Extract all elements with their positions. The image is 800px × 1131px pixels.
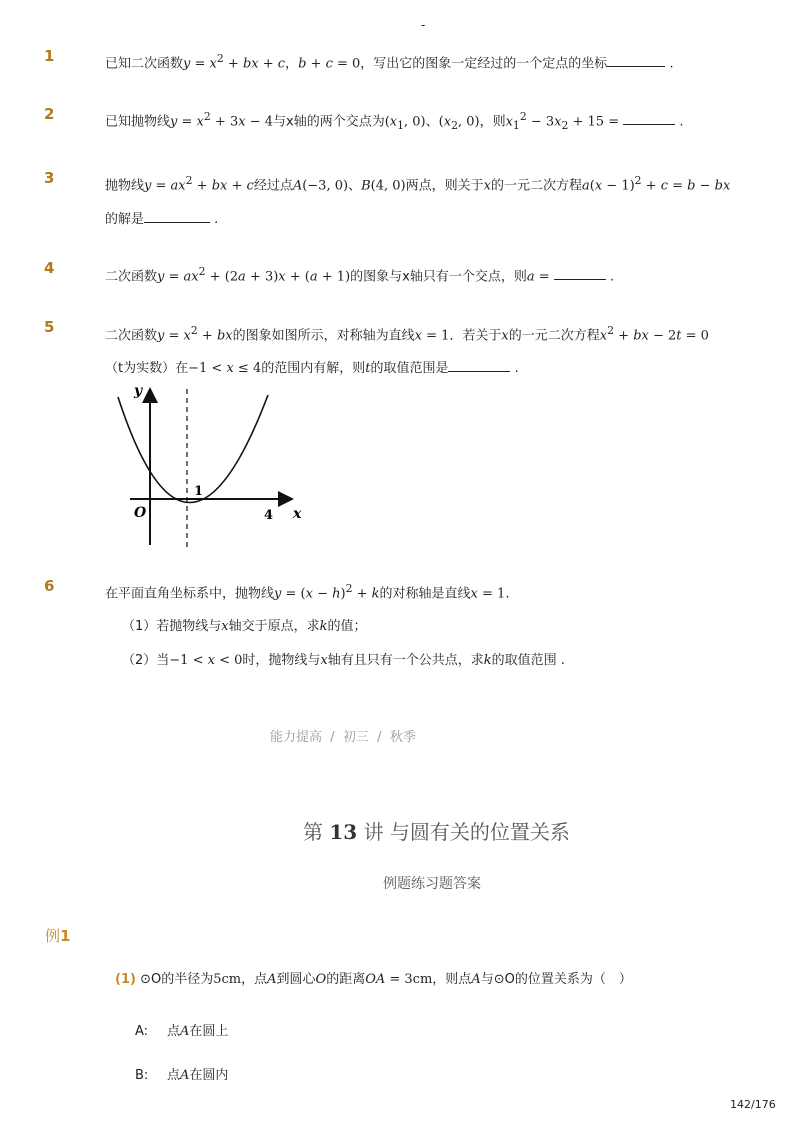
question-number: 3 xyxy=(44,169,55,187)
x-mark-4: 4 xyxy=(264,508,274,523)
example-1-question-1: (1) ⊙O的半径为5cm，点A到圆心O的距离OA = 3cm，则点A与⊙O的位置关系为（ ） xyxy=(115,972,632,987)
question-6-part-2: （2）当−1 < x < 0时，抛物线与x轴有且只有一个公共点，求k的取值范围 . xyxy=(122,653,565,668)
course-meta: 能力提高 / 初三 / 秋季 xyxy=(270,730,416,745)
symmetry-axis-mark: 1 xyxy=(194,484,204,499)
origin-label: O xyxy=(134,505,147,521)
top-mark: - xyxy=(421,18,426,32)
question-number: 5 xyxy=(44,318,55,336)
question-5-text: 二次函数$y = x^2$ + bx的图象如图所示，对称轴为直线x = 1．若关于x的一元二次方程$x^2$ + bx − 2t = 0 xyxy=(105,324,709,344)
parabola-curve xyxy=(118,395,268,503)
question-3-text: 抛物线$y = ax^2$ + bx + c经过点A(−3, 0)、B(4, 0)两点，则关于x的一元二次方程$a(x - 1)^2 + c = b$ − bx xyxy=(105,174,731,194)
question-6-part-1: （1）若抛物线与x轴交于原点，求k的值； xyxy=(122,619,367,634)
y-axis-label: y xyxy=(134,383,143,399)
x-axis-label: x xyxy=(293,506,302,522)
question-number: 6 xyxy=(44,577,55,595)
lecture-title: 第 13 讲 与圆有关的位置关系 xyxy=(303,820,570,844)
question-3-text-cont: 的解是 . xyxy=(105,212,219,227)
question-number: 4 xyxy=(44,259,55,277)
question-1-text: 已知二次函数$y = x^2$ + bx + c，b + c = 0，写出它的图象一定经过的一个定点的坐标 . xyxy=(105,52,674,72)
question-number: 1 xyxy=(44,47,55,65)
option-b[interactable]: B: 点A在圆内 xyxy=(135,1068,229,1083)
question-5-text-cont: （t为实数）在−1 < x ≤ 4的范围内有解，则t的取值范围是 . xyxy=(105,361,519,376)
question-number: 2 xyxy=(44,105,55,123)
example-label: 例1 xyxy=(45,927,71,945)
parabola-graph xyxy=(110,383,310,553)
section-subtitle: 例题练习题答案 xyxy=(383,876,481,892)
option-a[interactable]: A: 点A在圆上 xyxy=(135,1024,229,1039)
question-4-text: 二次函数$y = ax^2 + (2a + 3)x + (a + 1)$的图象与x轴只有一个交点，则a = . xyxy=(105,265,615,285)
page-number: 142/176 xyxy=(730,1098,776,1111)
question-6-text: 在平面直角坐标系中，抛物线$y = (x - h)^2 + k$的对称轴是直线x = 1. xyxy=(105,582,510,602)
question-2-text: 已知抛物线$y = x^2 + 3x - 4$与x轴的两个交点为($x_1$, 0)、($x_2$, 0)，则$x_1^2 - 3x_2 + 15$ = . xyxy=(105,110,684,132)
